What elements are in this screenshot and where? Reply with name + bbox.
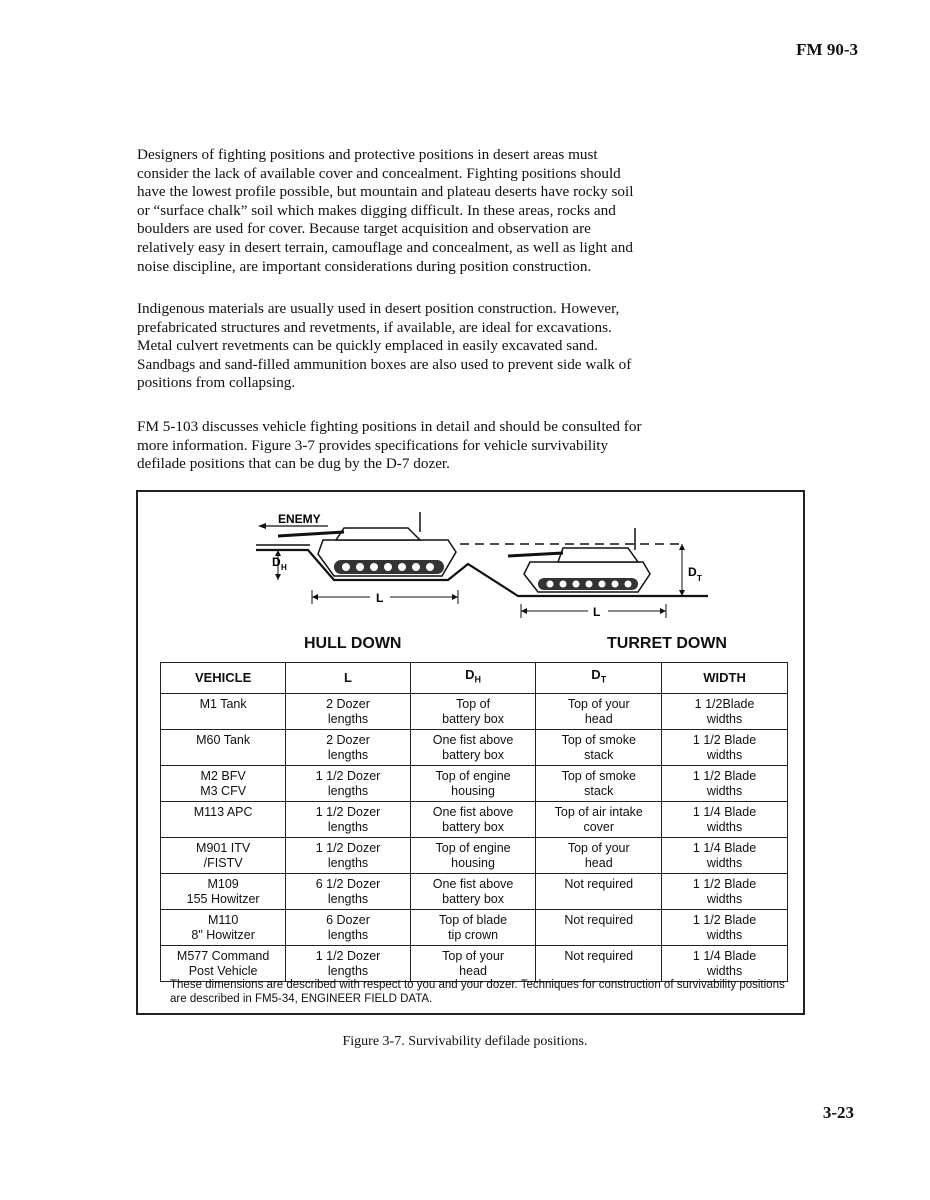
defilade-spec-table [160, 662, 788, 982]
cell-l: 6 1/2 Dozer lengths [286, 874, 411, 910]
header-width: WIDTH [662, 663, 788, 694]
turret-length-label: L [593, 605, 601, 619]
cell-dt: Top of smoke stack [536, 730, 662, 766]
cell-vehicle: M901 ITV /FISTV [161, 838, 286, 874]
cell-width: 1 1/4 Blade widths [662, 838, 788, 874]
table-row [161, 874, 788, 910]
header-vehicle: VEHICLE [161, 663, 286, 694]
table-row [161, 766, 788, 802]
cell-vehicle: M110 8" Howitzer [161, 910, 286, 946]
cell-dh: Top of battery box [410, 694, 536, 730]
turret-down-label: TURRET DOWN [607, 635, 727, 652]
figure-caption: Figure 3-7. Survivability defilade positions. [342, 1034, 588, 1049]
cell-dt: Top of your head [536, 694, 662, 730]
cell-dt: Top of smoke stack [536, 766, 662, 802]
cell-width: 1 1/4 Blade widths [662, 802, 788, 838]
cell-dt: Top of your head [536, 838, 662, 874]
table-row [161, 730, 788, 766]
cell-dt: Not required [536, 946, 662, 982]
cell-vehicle: M1 Tank [161, 694, 286, 730]
cell-dh: Top of engine housing [410, 766, 536, 802]
enemy-arrow-icon [258, 523, 266, 529]
table-row [161, 910, 788, 946]
header-dt: $D_T$ [536, 663, 662, 694]
paragraph-fighting-positions: Designers of fighting positions and protective positions in desert areas must consider the lack of available cover and concealment. Fighting positions should have the lowest profile possible, but mountain and plateau deserts have rocky soil or “surface chalk” soil which makes digging difficult. In these areas, rocks and boulders are used for cover. Because target acquisition and observation are relatively easy in desert terrain, camouflage and concealment, as well as light and noise discipline, are important considerations during position construction. [137, 146, 634, 275]
cell-width: 1 1/2 Blade widths [662, 874, 788, 910]
cell-l: 6 Dozer lengths [286, 910, 411, 946]
cell-dh: Top of blade tip crown [410, 910, 536, 946]
turret-down-tank-icon [508, 528, 650, 592]
cell-dh: One fist above battery box [410, 874, 536, 910]
table-row [161, 946, 788, 982]
cell-dt: Not required [536, 910, 662, 946]
cell-width: 1 1/4 Blade widths [662, 946, 788, 982]
figure-note: These dimensions are described with respect to you and your dozer. Techniques for construction of survivability positions are described in FM5-34, ENGINEER FIELD DATA. [170, 979, 785, 1005]
figure-3-7 [136, 490, 805, 1015]
cell-dh: Top of your head [410, 946, 536, 982]
header-dh: $D_H$ [410, 663, 536, 694]
cell-l: 1 1/2 Dozer lengths [286, 946, 411, 982]
dh-label: D [272, 555, 281, 569]
hull-down-label: HULL DOWN [304, 635, 402, 652]
cell-width: 1 1/2 Blade widths [662, 730, 788, 766]
cell-l: 1 1/2 Dozer lengths [286, 802, 411, 838]
cell-l: 2 Dozer lengths [286, 694, 411, 730]
cell-dh: One fist above battery box [410, 730, 536, 766]
dt-label: D [688, 565, 697, 579]
cell-l: 2 Dozer lengths [286, 730, 411, 766]
cell-l: 1 1/2 Dozer lengths [286, 766, 411, 802]
table-row [161, 694, 788, 730]
cell-dh: Top of engine housing [410, 838, 536, 874]
enemy-label: ENEMY [278, 512, 321, 526]
cell-vehicle: M2 BFV M3 CFV [161, 766, 286, 802]
cell-dh: One fist above battery box [410, 802, 536, 838]
cell-width: 1 1/2 Blade widths [662, 766, 788, 802]
cell-vehicle: M113 APC [161, 802, 286, 838]
cell-vehicle: M577 Command Post Vehicle [161, 946, 286, 982]
table-row [161, 802, 788, 838]
cell-dt: Not required [536, 874, 662, 910]
hull-length-label: L [376, 591, 384, 605]
defilade-diagram [138, 492, 807, 632]
cell-vehicle: M60 Tank [161, 730, 286, 766]
table-row [161, 838, 788, 874]
cell-width: 1 1/2Blade widths [662, 694, 788, 730]
document-code: FM 90-3 [796, 40, 858, 59]
cell-dt: Top of air intake cover [536, 802, 662, 838]
paragraph-fm-reference: FM 5-103 discusses vehicle fighting positions in detail and should be consulted for more information. Figure 3-7 provides specifications for vehicle survivability defilade positions that can be dug by the D-7 dozer. [137, 418, 642, 473]
dh-sub-label: H [281, 563, 287, 572]
cell-width: 1 1/2 Blade widths [662, 910, 788, 946]
table-header-row [161, 663, 788, 694]
page-number: 3-23 [822, 1103, 854, 1122]
header-l: L [286, 663, 411, 694]
paragraph-indigenous-materials: Indigenous materials are usually used in desert position construction. However, prefabricated structures and revetments, if available, are ideal for excavations. Metal culvert revetments can be quickly emplaced in easily excavated sand. Sandbags and sand-filled ammunition boxes are also used to prevent side walk of positions from collapsing. [137, 300, 632, 392]
cell-vehicle: M109 155 Howitzer [161, 874, 286, 910]
cell-l: 1 1/2 Dozer lengths [286, 838, 411, 874]
dt-sub-label: T [697, 574, 702, 583]
